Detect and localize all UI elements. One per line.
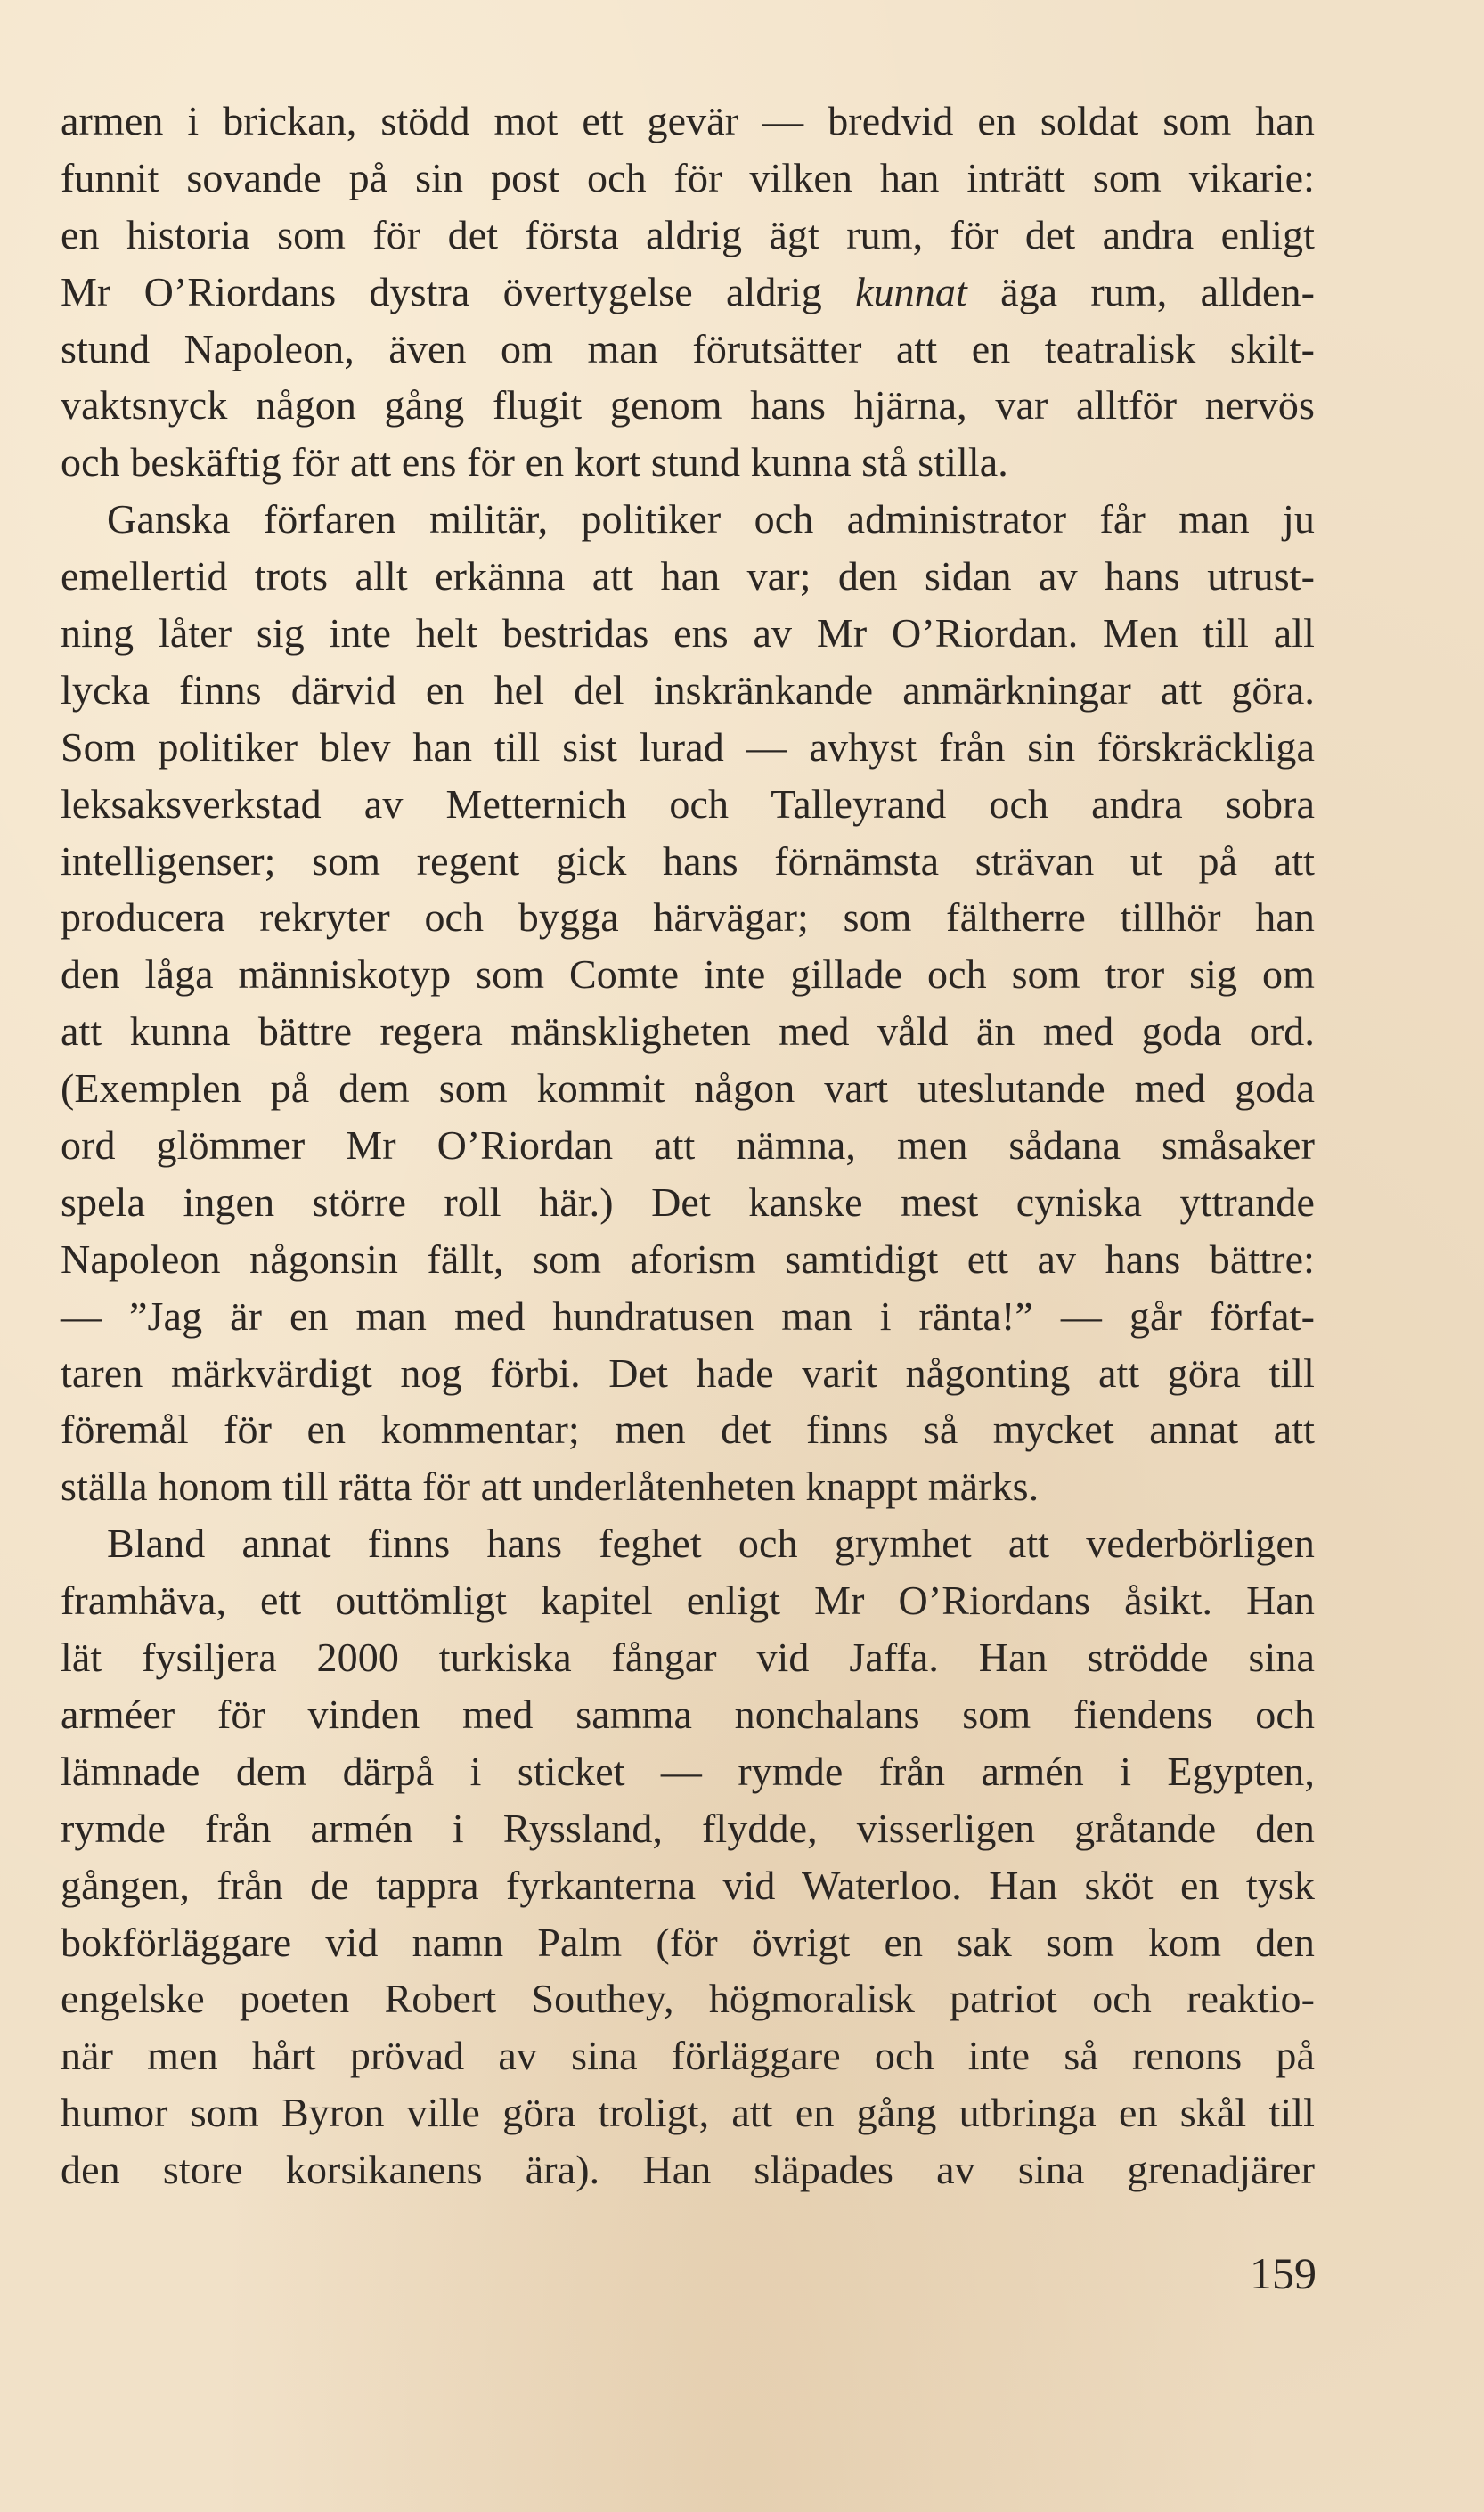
text-line: ställa honom till rätta för att underlåtenheten knappt märks. xyxy=(61,1464,1040,1510)
text-line: humor som Byron ville göra troligt, att en gång utbringa en skål till xyxy=(61,2090,1315,2136)
page-number: 159 xyxy=(1250,2248,1317,2298)
text-line: den låga människotyp som Comte inte gillade och som tror sig om xyxy=(61,951,1315,998)
text-line: ord glömmer Mr O’Riordan att nämna, men sådana småsaker xyxy=(61,1122,1315,1169)
text-line: vaktsnyck någon gång flugit genom hans hjärna, var alltför nervös xyxy=(61,382,1315,428)
text-line: att kunna bättre regera mänskligheten med våld än med goda ord. xyxy=(61,1008,1315,1055)
text-line: lycka finns därvid en hel del inskränkande anmärkningar att göra. xyxy=(61,666,1315,713)
text-line: ning låter sig inte helt bestridas ens av Mr O’Riordan. Men till all xyxy=(61,610,1315,657)
text-line: en historia som för det första aldrig ägt rum, för det andra enligt xyxy=(61,211,1315,257)
text-line: föremål för en kommentar; men det finns så mycket annat att xyxy=(61,1407,1315,1453)
text-line: leksaksverkstad av Metternich och Talleyrand och andra sobra xyxy=(61,780,1315,827)
text-line: den store korsikanens ära). Han släpades av sina grenadjärer xyxy=(61,2147,1315,2193)
text-line: lät fysiljera 2000 turkiska fångar vid Jaffa. Han strödde sina xyxy=(61,1635,1315,1681)
text-line: rymde från armén i Ryssland, flydde, visserligen gråtande den xyxy=(61,1805,1315,1851)
text-line: när men hårt prövad av sina förläggare och inte så renons på xyxy=(61,2033,1315,2079)
text-line: (Exemplen på dem som kommit någon vart uteslutande med goda xyxy=(61,1065,1315,1112)
text-line: funnit sovande på sin post och för vilken han inträtt som vikarie: xyxy=(61,154,1315,200)
text-line: Mr O’Riordans dystra övertygelse aldrig kunnat äga rum, allden- xyxy=(61,268,1315,314)
text-line: taren märkvärdigt nog förbi. Det hade varit någonting att göra till xyxy=(61,1350,1315,1396)
text-line: lämnade dem därpå i sticket — rymde från armén i Egypten, xyxy=(61,1748,1315,1794)
text-line: — ”Jag är en man med hundratusen man i ränta!” — går förfat- xyxy=(61,1293,1315,1339)
text-line: Napoleon någonsin fällt, som aforism samtidigt ett av hans bättre: xyxy=(61,1236,1315,1282)
text-line: spela ingen större roll här.) Det kanske mest cyniska yttrande xyxy=(61,1179,1315,1225)
text-line: Som politiker blev han till sist lurad — avhyst från sin förskräckliga xyxy=(61,723,1315,770)
text-line: emellertid trots allt erkänna att han var; den sidan av hans utrust- xyxy=(61,553,1315,599)
text-line: Bland annat finns hans feghet och grymhet att vederbörligen xyxy=(107,1521,1315,1567)
body-text xyxy=(61,93,1315,2198)
text-line: intelligenser; som regent gick hans förnämsta strävan ut på att xyxy=(61,837,1315,884)
text-line: armen i brickan, stödd mot ett gevär — bredvid en soldat som han xyxy=(61,98,1315,143)
text-line: engelske poeten Robert Southey, högmoralisk patriot och reaktio- xyxy=(61,1976,1315,2022)
text-line: och beskäftig för att ens för en kort stund kunna stå stilla. xyxy=(61,439,1008,485)
text-line: gången, från de tappra fyrkanterna vid Waterloo. Han sköt en tysk xyxy=(61,1862,1315,1908)
text-line: stund Napoleon, även om man förutsätter att en teatralisk skilt- xyxy=(61,325,1315,371)
text-line: framhäva, ett outtömligt kapitel enligt Mr O’Riordans åsikt. Han xyxy=(61,1578,1315,1624)
text-line: bokförläggare vid namn Palm (för övrigt en sak som kom den xyxy=(61,1919,1315,1965)
text-line: Ganska förfaren militär, politiker och administrator får man ju xyxy=(107,496,1315,542)
emphasis: kunnat xyxy=(855,268,967,314)
text-line: producera rekryter och bygga härvägar; som fältherre tillhör han xyxy=(61,894,1315,941)
text-line: arméer för vinden med samma nonchalans som fiendens och xyxy=(61,1691,1315,1737)
